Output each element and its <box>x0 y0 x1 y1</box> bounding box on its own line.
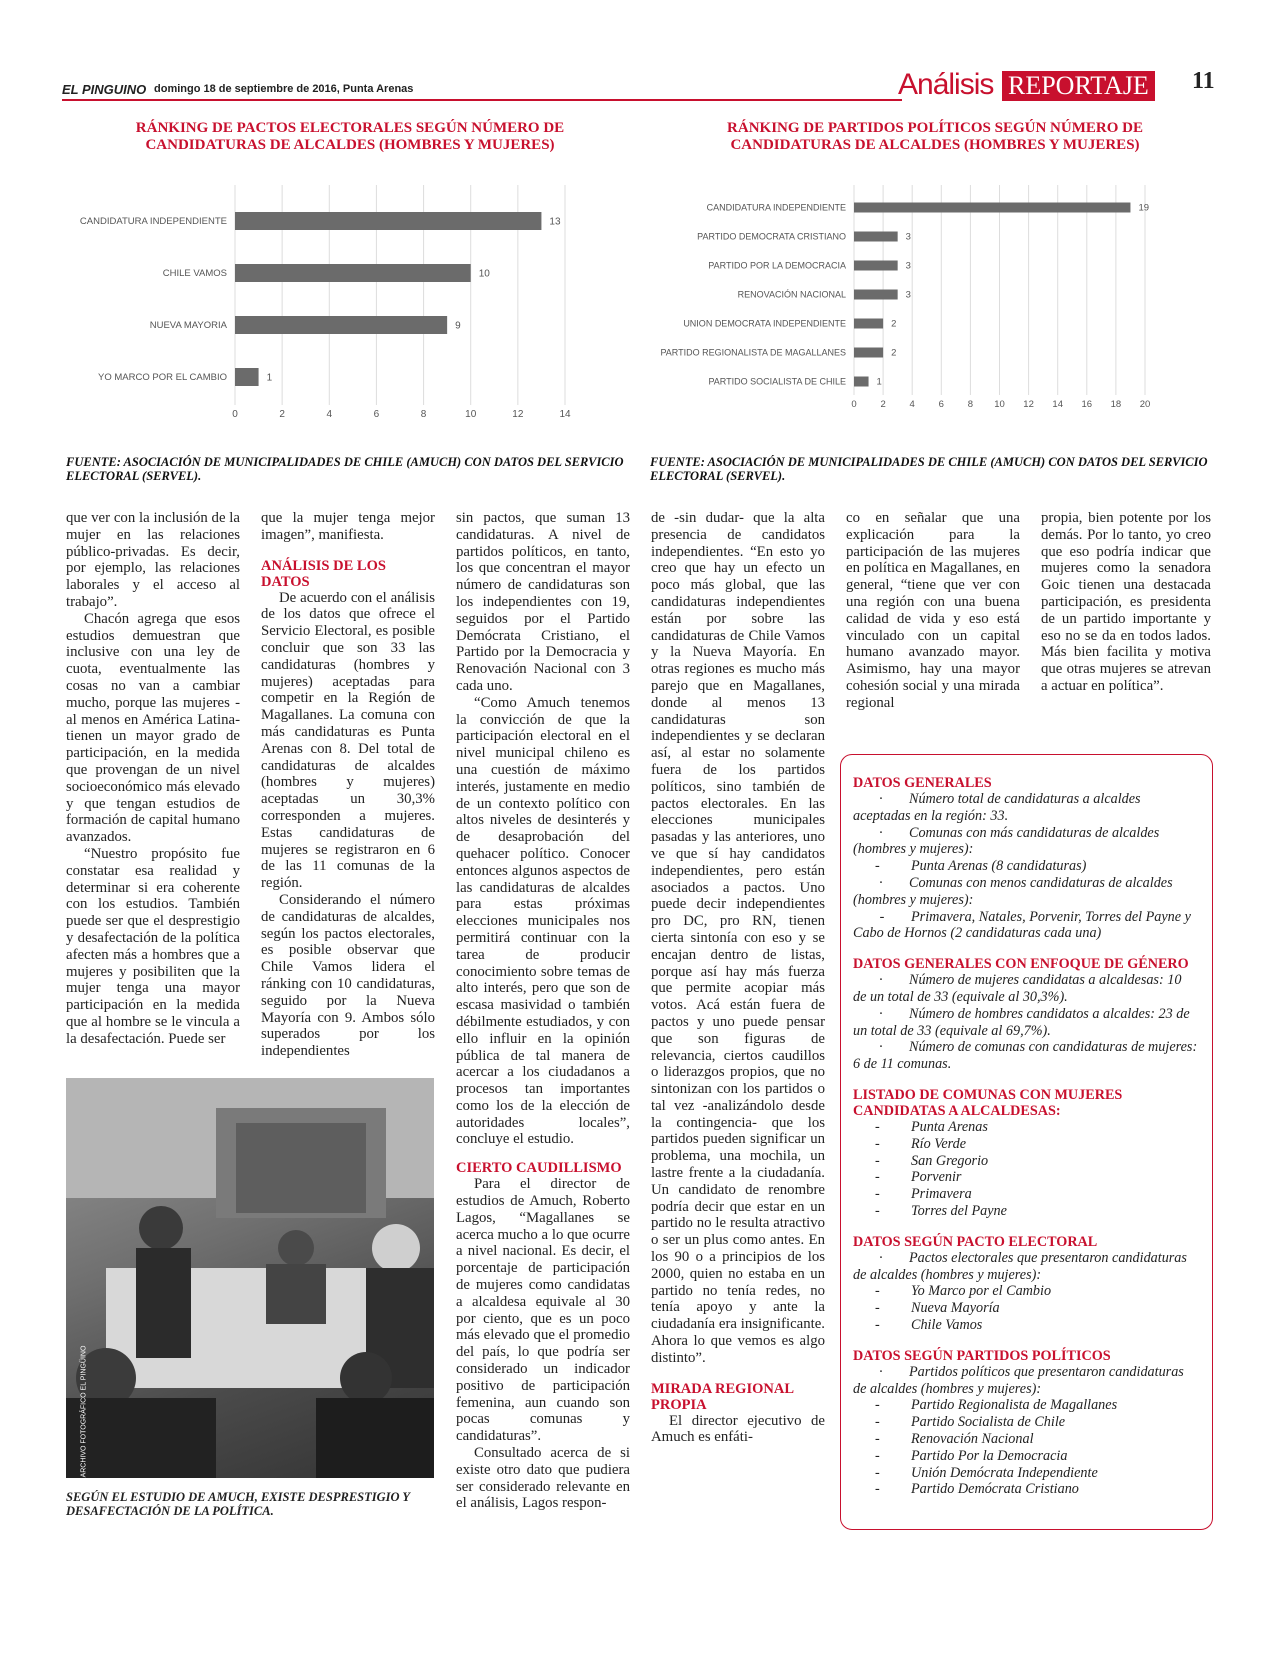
paragraph: Consultado acerca de si existe otro dato que pudiera ser considerado relevante en el análisis, Lagos respon- <box>456 1445 630 1512</box>
box-bullet: · Comunas con más candidaturas de alcaldes (hombres y mujeres): <box>853 824 1160 858</box>
box-list-item: - Río Verde <box>875 1135 967 1152</box>
dateline: domingo 18 de septiembre de 2016, Punta Arenas <box>154 83 414 95</box>
section-label-reportaje: REPORTAJE <box>1002 71 1155 101</box>
category-label: CANDIDATURA INDEPENDIENTE <box>79 216 227 228</box>
chart-partidos <box>640 185 1180 415</box>
paragraph: que la mujer tenga mejor imagen”, manifiesta. <box>261 510 435 543</box>
data-label: 2 <box>891 318 897 330</box>
box-list-item: - Torres del Payne <box>875 1202 1007 1219</box>
category-label: PARTIDO POR LA DEMOCRACIA <box>708 260 846 271</box>
news-photo <box>66 1078 434 1478</box>
x-tick-label: 10 <box>994 399 1005 410</box>
chart-pactos <box>70 185 590 425</box>
box-list-item: - Yo Marco por el Cambio <box>875 1283 1052 1300</box>
box-list-item: - Primavera <box>875 1186 972 1203</box>
article-column-4 <box>651 510 825 1446</box>
x-tick-label: 4 <box>326 409 333 420</box>
header-rule <box>62 99 902 101</box>
box-bullet: · Comunas con menos candidaturas de alcaldes (hombres y mujeres): <box>853 874 1173 908</box>
paragraph: que ver con la inclusión de la mujer en las relaciones público-privadas. Es decir, por ejemplo, las relaciones laborales y el acceso al trabajo”. <box>66 510 240 610</box>
paragraph: co en señalar que una explicación para la participación de las mujeres en política en Magallanes, en general, “tiene que ver con una región con una buena calidad de vida y eso está vinculado con un capital humano avanzado mayor. Asimismo, hay una mayor cohesión social y una mirada regional <box>846 510 1020 711</box>
article-column-2 <box>261 510 435 1060</box>
x-tick-label: 0 <box>232 409 238 420</box>
article-column-5 <box>846 510 1020 712</box>
x-tick-label: 18 <box>1110 399 1122 410</box>
bar <box>854 232 898 242</box>
data-label: 10 <box>478 268 490 280</box>
category-label: PARTIDO REGIONALISTA DE MAGALLANES <box>660 347 846 358</box>
page-number: 11 <box>1192 68 1215 94</box>
bar <box>235 368 259 386</box>
paragraph: Considerando el número de candidaturas de alcaldes, según los pactos electorales, es posible observar que Chile Vamos lidera el ránking con 10 candidaturas, seguido por la Nueva Mayoría con 9. Ambos sólo superados por los independientes <box>261 891 435 1060</box>
data-label: 2 <box>891 347 897 359</box>
paragraph: de -sin dudar- que la alta presencia de candidatos independientes. “En esto yo creo que hay un efecto un poco más global, que las candidaturas independientes están por sobre las candidaturas de Chile Vamos y la Nueva Mayoría. En otras regiones es mucho más parejo que en Magallanes, donde al menos 13 candidaturas son independientes y se declaran así, al estar no solamente fuera de los partidos políticos, sino también de pactos electorales. En las elecciones municipales pasadas y las anteriores, uno ve que sí hay candidatos independientes, pero están asociados a pactos. Uno puede decir independientes pro DC, pro RN, tienen cierta sintonía con eso y se encajan dentro de listas, porque así hay más fuerza que permite acopiar más votos. Acá están fuera de pactos y uno puede pensar que son figuras de relevancia, ciertos caudillos o liderazgos propios, que no sintonizan con los partidos o tal vez -analizándolo desde la contingencia- que los partidos pueden significar un problema, una mochila, un lastre frente a la ciudadanía. Un candidato de renombre podría decir que estar en un partido no le resulta atractivo o ser un plus como antes. En los 90 o a principios de los 2000, quien no estaba en un partido no tenía redes, no tenía apoyo y ante la ciudadanía era insignificante. Ahora lo que vemos es algo distinto”. <box>651 510 825 1366</box>
x-tick-label: 2 <box>880 399 886 410</box>
category-label: CHILE VAMOS <box>162 268 227 280</box>
bar <box>854 348 883 358</box>
category-label: PARTIDO SOCIALISTA DE CHILE <box>708 376 846 387</box>
paragraph: El director ejecutivo de Amuch es enfáti- <box>651 1412 825 1446</box>
paragraph: “Como Amuch tenemos la convicción de que la participación electoral en el nivel municipal chileno es una cuestión de máximo interés, justamente en medio de un contexto político con altos niveles de desinterés y de desaprobación del quehacer político. Conocer entonces algunos aspectos de las candidaturas de alcaldes para estas próximas elecciones municipales nos permitirá continuar con la tarea de producir conocimiento sobre temas de alto interés, pero que son de escasa masividad o también débilmente estudiados, y con ello influir en la opinión pública de tal manera de acercar a los ciudadanos a procesos tan importantes como los de la elección de autoridades locales”, concluye el estudio. <box>456 694 630 1148</box>
newspaper-name: EL PINGUINO <box>62 82 147 97</box>
box-list-item: - Partido Regionalista de Magallanes <box>875 1397 1118 1414</box>
x-tick-label: 0 <box>851 399 857 410</box>
category-label: UNION DEMOCRATA INDEPENDIENTE <box>683 318 846 329</box>
bar <box>854 377 869 387</box>
box-heading: DATOS SEGÚN PARTIDOS POLÍTICOS <box>853 1347 1111 1364</box>
box-bullet: · Número de comunas con candidaturas de mujeres: 6 de 11 comunas. <box>853 1039 1198 1073</box>
box-list-item: - Primavera, Natales, Porvenir, Torres del Payne y Cabo de Hornos (2 candidaturas cada una) <box>853 908 1191 942</box>
bar <box>854 290 898 300</box>
data-label: 1 <box>266 372 273 384</box>
box-list-item: - San Gregorio <box>875 1152 989 1169</box>
chart-source-right: FUENTE: ASOCIACIÓN DE MUNICIPALIDADES DE CHILE (AMUCH) CON DATOS DEL SERVICIO ELECTORAL (SERVEL). <box>650 455 1208 483</box>
chart-title-partidos: RÁNKING DE PARTIDOS POLÍTICOS SEGÚN NÚMERO DE CANDIDATURAS DE ALCALDES (HOMBRES Y MUJERES) <box>727 120 1143 153</box>
article-column-6 <box>1041 510 1211 695</box>
box-heading: DATOS SEGÚN PACTO ELECTORAL <box>853 1233 1098 1250</box>
box-bullet: · Número de hombres candidatos a alcaldes: 23 de un total de 33 (equivale al 69,7%). <box>853 1005 1190 1039</box>
box-bullet: · Número de mujeres candidatas a alcaldesas: 10 de un total de 33 (equivale al 30,3%). <box>853 972 1182 1005</box>
data-label: 19 <box>1138 202 1150 214</box>
bar <box>235 264 471 282</box>
x-tick-label: 16 <box>1081 399 1093 410</box>
data-label: 3 <box>905 289 911 301</box>
category-label: PARTIDO DEMOCRATA CRISTIANO <box>697 231 846 242</box>
category-label: YO MARCO POR EL CAMBIO <box>98 372 227 384</box>
x-tick-label: 10 <box>465 409 477 420</box>
box-heading: LISTADO DE COMUNAS CON MUJERES CANDIDATAS A ALCALDESAS: <box>853 1086 1123 1119</box>
box-list-item: - Punta Arenas (8 candidaturas) <box>875 858 1087 875</box>
box-list-item: - Punta Arenas <box>875 1118 988 1135</box>
subhead-mirada: MIRADA REGIONAL PROPIA <box>651 1380 794 1413</box>
box-list-item: - Unión Demócrata Independiente <box>875 1464 1098 1481</box>
category-label: RENOVACIÓN NACIONAL <box>737 289 846 300</box>
x-tick-label: 2 <box>279 409 285 420</box>
x-tick-label: 8 <box>420 409 427 420</box>
subhead-caudillismo: CIERTO CAUDILLISMO <box>456 1160 622 1177</box>
chart-source-left: FUENTE: ASOCIACIÓN DE MUNICIPALIDADES DE CHILE (AMUCH) CON DATOS DEL SERVICIO ELECTORAL (SERVEL). <box>66 455 624 483</box>
box-list-item: - Partido Socialista de Chile <box>875 1414 1066 1431</box>
data-label: 13 <box>549 216 561 228</box>
box-list-item: - Partido Demócrata Cristiano <box>875 1481 1079 1498</box>
article-column-3 <box>456 510 630 1512</box>
data-label: 1 <box>876 376 882 388</box>
subhead-analisis: ANÁLISIS DE LOS DATOS <box>261 557 386 590</box>
bar <box>854 203 1130 213</box>
bar <box>235 212 541 230</box>
x-tick-label: 8 <box>967 399 974 410</box>
box-bullet: · Número total de candidaturas a alcaldes aceptadas en la región: 33. <box>853 791 1141 824</box>
bar <box>854 261 898 271</box>
x-tick-label: 6 <box>938 399 944 410</box>
bar <box>235 316 447 334</box>
page-header <box>62 68 1215 101</box>
x-tick-label: 14 <box>1052 399 1063 410</box>
category-label: CANDIDATURA INDEPENDIENTE <box>706 202 846 213</box>
box-list-item: - Renovación Nacional <box>875 1430 1034 1447</box>
data-box <box>840 754 1213 1530</box>
photo-illustration <box>66 1078 434 1478</box>
paragraph: propia, bien potente por los demás. Por lo tanto, yo creo que eso podría indicar que mujeres como la senadora Goic tienen una destacada participación, es presidenta de un partido importante y eso no se da en todos lados. Más bien facilita y motiva que otras mujeres se atrevan a actuar en política”. <box>1041 510 1211 694</box>
data-label: 3 <box>905 231 911 243</box>
data-label: 3 <box>905 260 911 272</box>
data-label: 9 <box>455 320 461 332</box>
paragraph: De acuerdo con el análisis de los datos que ofrece el Servicio Electoral, es posible concluir que son 33 las candidaturas (hombres y mujeres) aceptadas para competir en la Región de Magallanes. La comuna con más candidaturas es Punta Arenas con 8. Del total de candidaturas de alcaldes (hombres y mujeres) aceptadas un 30,3% corresponden a mujeres. Estas candidaturas de mujeres se registraron en 6 de las 11 comunas de la región. <box>261 589 435 892</box>
photo-caption: SEGÚN EL ESTUDIO DE AMUCH, EXISTE DESPRESTIGIO Y DESAFECTACIÓN DE LA POLÍTICA. <box>66 1490 410 1518</box>
box-list-item: - Partido Por la Democracia <box>875 1447 1068 1464</box>
chart-title-pactos: RÁNKING DE PACTOS ELECTORALES SEGÚN NÚMERO DE CANDIDATURAS DE ALCALDES (HOMBRES Y MUJERES) <box>135 120 565 153</box>
x-tick-label: 6 <box>373 409 380 420</box>
paragraph: Chacón agrega que esos estudios demuestran que inclusive con una ley de cuota, eventualmente las cosas no van a cambiar mucho, porque las mujeres -al menos en América Latina- tienen un mayor grado de participación, en la medida que provengan de un nivel socioeconómico más elevado y que tengan estudios de formación de capital humano avanzados. <box>66 610 240 846</box>
category-label: NUEVA MAYORIA <box>149 320 227 332</box>
x-tick-label: 14 <box>559 409 571 420</box>
box-bullet: · Partidos políticos que presentaron candidaturas de alcaldes (hombres y mujeres): <box>853 1363 1184 1397</box>
x-tick-label: 12 <box>1023 399 1034 410</box>
article-column-1 <box>66 510 240 1048</box>
paragraph: Para el director de estudios de Amuch, Roberto Lagos, “Magallanes se acerca mucho a lo que ocurre a nivel nacional. Es decir, el porcentaje de participación de mujeres como candidatas a alcaldesa equivale al 30 por ciento, que es un poco más elevado que el promedio del país, lo que podría ser considerado un indicador positivo de participación femenina, aun cuando son pocas comunas y candidaturas”. <box>456 1176 630 1445</box>
photo-credit: ARCHIVO FOTOGRÁFICO EL PINGÜINO <box>80 1345 88 1478</box>
box-heading: DATOS GENERALES <box>853 775 992 791</box>
box-list-item: - Nueva Mayoría <box>875 1300 1000 1317</box>
section-label-analisis: Análisis <box>898 68 994 101</box>
box-list-item: - Chile Vamos <box>875 1316 983 1333</box>
x-tick-label: 12 <box>512 409 524 420</box>
x-tick-label: 20 <box>1139 399 1151 410</box>
paragraph: sin pactos, que suman 13 candidaturas. A nivel de partidos políticos, en tanto, los que concentran el mayor número de candidaturas son los independientes con 19, seguidos por el Partido Demócrata Cristiano, el Partido por la Democracia y Renovación Nacional con 3 cada uno. <box>456 510 630 694</box>
box-heading: DATOS GENERALES CON ENFOQUE DE GÉNERO <box>853 956 1189 973</box>
box-list-item: - Porvenir <box>875 1169 962 1186</box>
bar <box>854 319 883 329</box>
paragraph: “Nuestro propósito fue constatar esa realidad y determinar si era coherente con los estudios. También puede ser que el desprestigio y desafectación de la política afecten más a hombres que a mujeres y posibiliten que la mujer tenga una mayor participación en la medida que al hombre se le vincula a la desafectación. Puede ser <box>66 845 240 1047</box>
box-bullet: · Pactos electorales que presentaron candidaturas de alcaldes (hombres y mujeres): <box>853 1249 1187 1283</box>
x-tick-label: 4 <box>909 399 915 410</box>
